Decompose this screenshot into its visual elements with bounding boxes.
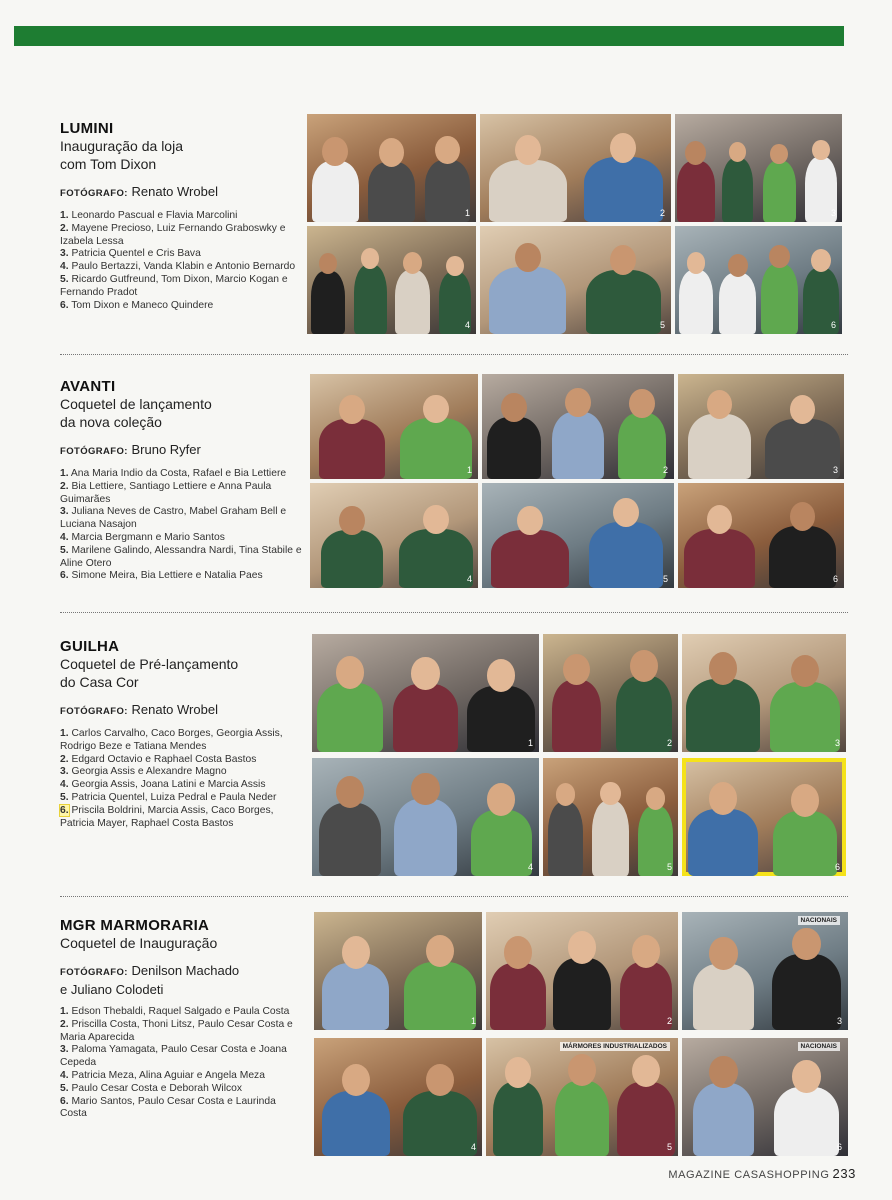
person-figure <box>586 270 661 334</box>
caption-list <box>60 728 305 830</box>
person-head <box>687 252 706 273</box>
caption-number: 4. <box>60 531 69 543</box>
store-sign: NACIONAIS <box>798 916 840 925</box>
person-figure <box>679 270 713 334</box>
section-title: AVANTI <box>60 378 116 395</box>
person-head <box>568 931 596 964</box>
caption-text: Tom Dixon e Maneco Quindere <box>71 299 214 311</box>
person-head <box>709 782 737 815</box>
person-head <box>791 784 819 817</box>
caption-item <box>60 1006 305 1019</box>
section-text <box>60 917 305 1121</box>
photo-number: 3 <box>830 208 836 218</box>
caption-number: 1. <box>60 468 69 479</box>
person-figure <box>618 413 666 479</box>
caption-item <box>60 766 305 779</box>
person-figure <box>688 809 758 876</box>
caption-number: 4. <box>60 1069 69 1081</box>
person-figure <box>312 161 359 222</box>
photo-number: 2 <box>666 738 672 748</box>
person-figure <box>770 682 840 752</box>
photo-number: 3 <box>832 465 838 475</box>
photographer-credit <box>60 962 305 998</box>
photo-number: 1 <box>470 1016 476 1026</box>
person-head <box>632 935 660 968</box>
caption-number: 6. <box>60 804 69 816</box>
person-figure <box>354 265 386 334</box>
caption-number: 5. <box>60 544 69 556</box>
event-photo <box>486 1038 678 1156</box>
caption-number: 2. <box>60 480 69 492</box>
person-head <box>336 656 364 689</box>
person-head <box>811 249 831 272</box>
person-head <box>790 502 815 531</box>
person-figure <box>490 963 547 1030</box>
caption-number: 4. <box>60 779 69 791</box>
person-figure <box>491 530 569 588</box>
caption-text: Simone Meira, Bia Lettiere e Natalia Paes <box>71 570 263 582</box>
person-figure <box>774 1087 838 1156</box>
caption-item <box>60 210 305 223</box>
caption-item <box>60 728 305 754</box>
photo-number: 3 <box>834 738 840 748</box>
person-head <box>610 133 636 163</box>
person-figure <box>368 162 414 222</box>
photo-number: 2 <box>659 208 665 218</box>
event-photo <box>310 374 478 479</box>
person-figure <box>616 676 672 752</box>
photo-number: 6 <box>830 320 836 330</box>
caption-item <box>60 1044 305 1070</box>
caption-number: 6. <box>60 570 69 582</box>
section-subtitle: Inauguração da loja com Tom Dixon <box>60 138 183 172</box>
person-head <box>504 936 532 969</box>
person-figure <box>311 271 344 334</box>
section-divider <box>60 612 848 613</box>
caption-number: 5. <box>60 273 69 285</box>
caption-item <box>60 1070 305 1083</box>
person-head <box>600 782 620 805</box>
person-figure <box>322 1091 389 1156</box>
caption-text: Patricia Meza, Alina Aguiar e Angela Meza <box>71 1069 265 1081</box>
person-head <box>423 395 448 424</box>
person-figure <box>319 419 385 479</box>
photo-number: 6 <box>832 574 838 584</box>
person-figure <box>719 273 755 334</box>
person-figure <box>765 419 839 479</box>
caption-number: 3. <box>60 506 69 518</box>
caption-text: Ricardo Gutfreund, Tom Dixon, Marcio Kogan e Fernando Pradot <box>60 273 288 298</box>
caption-number: 5. <box>60 791 69 803</box>
person-head <box>517 506 542 535</box>
caption-number: 2. <box>60 753 69 765</box>
event-photo <box>314 912 482 1030</box>
person-figure <box>693 964 753 1030</box>
caption-item <box>60 481 305 507</box>
photographer-name: Denilson Machado e Juliano Colodeti <box>60 963 240 997</box>
person-head <box>646 787 666 810</box>
caption-text: Paulo Cesar Costa e Deborah Wilcox <box>71 1082 243 1094</box>
event-photo <box>543 634 678 752</box>
caption-text: Leonardo Pascual e Flavia Marcolini <box>71 210 238 221</box>
section-text <box>60 638 305 830</box>
photographer-label: FOTÓGRAFO: <box>60 188 128 199</box>
caption-number: 4. <box>60 261 69 273</box>
caption-list <box>60 1006 305 1121</box>
person-figure <box>688 414 750 479</box>
person-figure <box>693 1083 755 1156</box>
caption-item <box>60 1096 305 1122</box>
event-photo <box>480 226 671 334</box>
photo-number: 1 <box>464 208 470 218</box>
person-figure <box>394 799 457 876</box>
person-figure <box>772 954 841 1030</box>
event-photo <box>678 374 844 479</box>
caption-item <box>60 261 305 274</box>
photo-number: 4 <box>527 862 533 872</box>
person-figure <box>552 680 601 752</box>
person-figure <box>399 529 474 588</box>
person-head <box>792 1060 820 1093</box>
person-figure <box>471 810 532 876</box>
person-figure <box>589 522 664 588</box>
section-divider <box>60 354 848 355</box>
person-figure <box>322 963 389 1030</box>
caption-item <box>60 300 305 313</box>
caption-text: Priscila Boldrini, Marcia Assis, Caco Borges, Patricia Mayer, Raphael Costa Bastos <box>60 804 274 829</box>
magazine-name: MAGAZINE CASASHOPPING <box>668 1169 830 1181</box>
person-figure <box>773 811 837 876</box>
person-figure <box>553 958 611 1030</box>
person-figure <box>686 679 760 752</box>
caption-text: Carlos Carvalho, Caco Borges, Georgia Assis, Rodrigo Beze e Tatiana Mendes <box>60 728 283 752</box>
person-figure <box>319 803 381 876</box>
caption-list <box>60 468 305 583</box>
person-head <box>769 245 789 269</box>
photo-number: 6 <box>836 1142 842 1152</box>
caption-text: Priscilla Costa, Thoni Litsz, Paulo Cesar Costa e Maria Aparecida <box>60 1018 293 1043</box>
person-figure <box>684 529 754 588</box>
person-head <box>709 652 737 685</box>
caption-text: Edson Thebaldi, Raquel Salgado e Paula Costa <box>71 1006 290 1017</box>
caption-number: 2. <box>60 1018 69 1030</box>
caption-item <box>60 570 305 583</box>
event-photo <box>482 483 674 588</box>
caption-item <box>60 545 305 571</box>
caption-number: 2. <box>60 222 69 234</box>
event-photo <box>312 634 539 752</box>
event-photo <box>482 374 674 479</box>
caption-item <box>60 468 305 481</box>
person-figure <box>620 962 672 1030</box>
caption-number: 1. <box>60 210 69 221</box>
person-figure <box>403 1091 478 1156</box>
section-title: MGR MARMORARIA <box>60 917 210 934</box>
photo-number: 4 <box>464 320 470 330</box>
caption-number: 6. <box>60 299 69 311</box>
photographer-credit <box>60 701 305 720</box>
event-photo <box>314 1038 482 1156</box>
section-title: GUILHA <box>60 638 120 655</box>
person-head <box>729 142 746 162</box>
caption-text: Ana Maria Indio da Costa, Rafael e Bia Lettiere <box>70 468 287 479</box>
page-footer <box>668 1166 856 1181</box>
person-figure <box>552 412 604 479</box>
person-figure <box>321 530 383 588</box>
person-head <box>709 937 737 970</box>
photographer-name: Renato Wrobel <box>131 184 218 199</box>
caption-text: Georgia Assis, Joana Latini e Marcia Assis <box>71 779 266 791</box>
person-figure <box>761 264 798 334</box>
event-photo <box>310 483 478 588</box>
event-photo <box>682 634 846 752</box>
event-photo <box>312 758 539 876</box>
section-divider <box>60 896 848 897</box>
event-photo <box>543 758 678 876</box>
person-head <box>379 138 404 167</box>
section-title: LUMINI <box>60 120 114 137</box>
caption-item <box>60 792 305 805</box>
caption-text: Patricia Quentel e Cris Bava <box>71 248 201 260</box>
person-figure <box>584 157 663 222</box>
photographer-name: Bruno Ryfer <box>131 442 201 457</box>
caption-item <box>60 532 305 545</box>
person-head <box>426 935 454 968</box>
person-figure <box>493 1082 542 1156</box>
caption-number: 3. <box>60 1044 69 1056</box>
person-head <box>446 256 463 276</box>
person-head <box>423 505 448 534</box>
photo-number: 2 <box>662 465 668 475</box>
event-photo <box>675 114 842 222</box>
section-text <box>60 378 305 583</box>
photo-number: 5 <box>659 320 665 330</box>
person-head <box>707 390 732 419</box>
person-figure <box>317 683 383 752</box>
section-subtitle: Coquetel de Inauguração <box>60 935 218 951</box>
store-sign: MÁRMORES INDUSTRIALIZADOS <box>560 1042 670 1051</box>
photo-number: 1 <box>527 738 533 748</box>
top-accent-bar <box>14 26 844 46</box>
section-subtitle: Coquetel de lançamento da nova coleção <box>60 396 212 430</box>
photo-number: 5 <box>666 1142 672 1152</box>
person-figure <box>404 962 477 1031</box>
store-sign: NACIONAIS <box>798 1042 840 1051</box>
caption-item <box>60 1019 305 1045</box>
event-photo <box>682 1038 848 1156</box>
person-figure <box>395 270 431 334</box>
event-photo <box>480 114 671 222</box>
person-head <box>342 936 370 969</box>
person-head <box>629 389 654 418</box>
caption-item <box>60 223 305 249</box>
caption-text: Mario Santos, Paulo Cesar Costa e Laurinda Costa <box>60 1095 276 1120</box>
caption-text: Mayene Precioso, Luiz Fernando Graboswky e Izabela Lessa <box>60 222 286 247</box>
photo-number: 5 <box>666 862 672 872</box>
person-head <box>411 657 439 690</box>
person-figure <box>393 684 457 752</box>
photographer-label: FOTÓGRAFO: <box>60 967 128 978</box>
caption-number: 3. <box>60 766 69 778</box>
person-head <box>501 393 526 422</box>
person-figure <box>400 418 473 479</box>
person-figure <box>677 161 715 222</box>
photo-number: 6 <box>834 862 840 872</box>
caption-text: Paloma Yamagata, Paulo Cesar Costa e Joana Cepeda <box>60 1044 287 1069</box>
person-figure <box>487 417 541 479</box>
person-figure <box>769 526 837 588</box>
section-text <box>60 120 305 312</box>
person-head <box>487 783 515 816</box>
caption-text: Georgia Assis e Alexandre Magno <box>71 766 227 778</box>
person-head <box>728 254 748 277</box>
photographer-credit <box>60 183 305 202</box>
person-head <box>792 928 820 961</box>
person-head <box>565 388 590 417</box>
person-head <box>411 773 439 806</box>
person-figure <box>722 158 754 222</box>
page-number: 233 <box>832 1166 856 1181</box>
person-figure <box>763 161 795 222</box>
caption-text: Patricia Quentel, Luiza Pedral e Paula Neder <box>71 791 277 803</box>
event-photo <box>675 226 842 334</box>
caption-text: Marilene Galindo, Alessandra Nardi, Tina Stabile e Aline Otero <box>60 544 302 569</box>
person-figure <box>489 160 567 222</box>
caption-number: 1. <box>60 728 69 739</box>
photo-number: 2 <box>666 1016 672 1026</box>
person-head <box>339 395 364 424</box>
event-photo <box>307 114 476 222</box>
caption-text: Bia Lettiere, Santiago Lettiere e Anna Paula Guimarães <box>60 480 272 505</box>
photographer-credit <box>60 441 305 460</box>
person-head <box>613 498 638 527</box>
caption-item <box>60 779 305 792</box>
caption-item <box>60 274 305 300</box>
section-subtitle: Coquetel de Pré-lançamento do Casa Cor <box>60 656 239 690</box>
caption-item <box>60 1083 305 1096</box>
person-head <box>709 1056 737 1089</box>
person-figure <box>548 802 584 876</box>
person-head <box>487 659 515 692</box>
person-head <box>515 135 541 165</box>
caption-number: 6. <box>60 1095 69 1107</box>
photo-number: 4 <box>466 574 472 584</box>
event-photo <box>486 912 678 1030</box>
person-figure <box>592 801 628 876</box>
person-head <box>361 248 379 269</box>
event-photo <box>682 758 846 876</box>
photographer-name: Renato Wrobel <box>131 702 218 717</box>
photo-number: 3 <box>836 1016 842 1026</box>
person-head <box>505 1057 532 1088</box>
caption-list <box>60 210 305 312</box>
person-head <box>812 140 830 160</box>
event-photo <box>682 912 848 1030</box>
person-figure <box>425 160 470 222</box>
caption-text: Marcia Bergmann e Mario Santos <box>71 531 225 543</box>
photo-number: 4 <box>470 1142 476 1152</box>
person-head <box>515 243 541 273</box>
caption-item <box>60 754 305 767</box>
caption-text: Paulo Bertazzi, Vanda Klabin e Antonio Bernardo <box>71 261 296 273</box>
caption-number: 3. <box>60 248 69 260</box>
caption-number: 5. <box>60 1082 69 1094</box>
photo-number: 5 <box>662 574 668 584</box>
person-head <box>790 395 815 424</box>
caption-item <box>60 805 305 831</box>
photographer-label: FOTÓGRAFO: <box>60 446 128 457</box>
photo-number: 1 <box>466 465 472 475</box>
caption-item <box>60 506 305 532</box>
caption-item <box>60 248 305 261</box>
caption-number: 1. <box>60 1006 69 1017</box>
person-figure <box>489 267 566 334</box>
caption-text: Edgard Octavio e Raphael Costa Bastos <box>71 753 257 765</box>
caption-text: Juliana Neves de Castro, Mabel Graham Bell e Luciana Nasajon <box>60 506 287 531</box>
photographer-label: FOTÓGRAFO: <box>60 706 128 717</box>
event-photo <box>307 226 476 334</box>
person-figure <box>467 686 535 752</box>
person-head <box>339 506 364 535</box>
event-photo <box>678 483 844 588</box>
person-figure <box>555 1081 609 1156</box>
